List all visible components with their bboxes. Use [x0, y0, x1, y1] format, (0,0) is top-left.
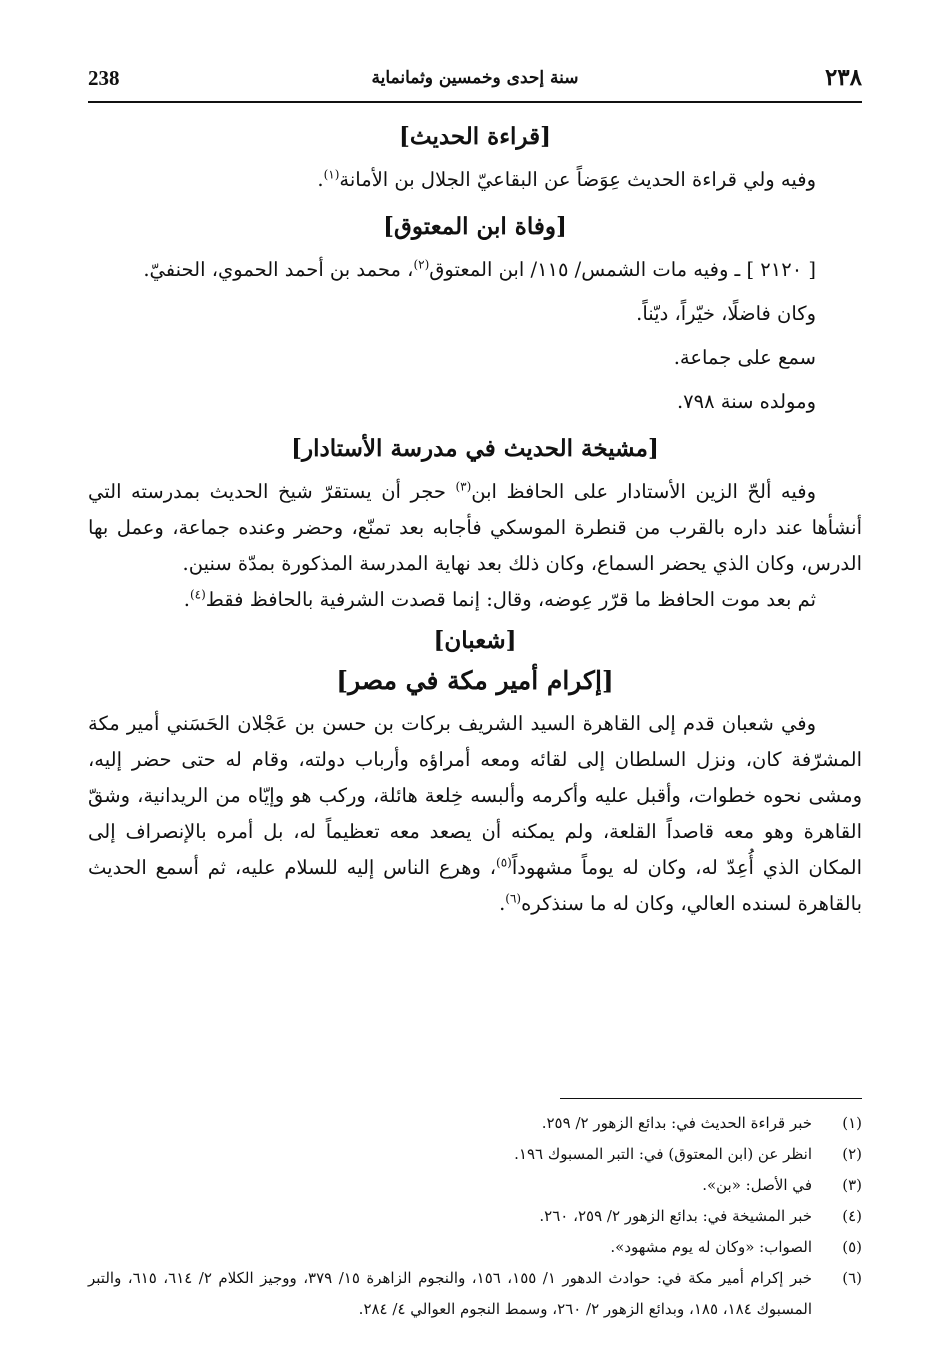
page-header [88, 64, 862, 100]
footnote-ref-2[interactable]: (٢) [413, 257, 430, 272]
footnote-number: (٥) [842, 1238, 862, 1256]
footnotes [88, 1108, 862, 1325]
footnote-number: (١) [842, 1114, 862, 1132]
footnote-separator [560, 1098, 862, 1099]
main-text [88, 122, 862, 922]
paragraph-birth: ومولده سنة ٧٩٨. [676, 390, 816, 413]
paragraph-mashyakha-2: ثم بعد موت الحافظ ما قرّر عِوضه، وقال: إنما قصدت الشرفية بالحافظ فقط$^{(٤)}$. [183, 587, 816, 611]
paragraph-hadith-reading: وفيه ولي قراءة الحديث عِوَضاً عن البقاعيّ الجلال بن الأمانة$^{(١)}$. [317, 167, 816, 191]
footnote-item [88, 1108, 862, 1139]
heading-hadith-reading: [قراءة الحديث] [398, 123, 551, 150]
footnote-number: (٤) [842, 1207, 862, 1225]
footnote-item [88, 1232, 862, 1263]
footnote-item [88, 1170, 862, 1201]
footnote-ref-3[interactable]: (٣) [455, 479, 472, 494]
footnote-number: (٢) [842, 1145, 862, 1163]
paragraph-honoring-mecca-emir: وفي شعبان قدم إلى القاهرة السيد الشريف بركات بن حسن بن عَجْلان الحَسَني أمير مكة المشرّفة كان، ونزل السلطان إلى لقائه ومعه أمراؤه وأرباب دولته، وقام له حتى حضر إليه، ومشى نحوه خطوات، وأقبل عليه وأكرمه وألبسه خِلعة هائلة، وركب هو وإيّاه من الريدانية، وشقّ القاهرة وهو معه قاصداً القلعة، ولم يمكنه أن يصعد معه تعظيماً له، بل أمره بالإنصراف إلى المكان الذي أُعِدّ له، وكان له يوماً مشهوداً$^{(٥)}$، وهرع الناس إليه للسلام عليه، ثم أسمع الحديث بالقاهرة لسنده العالي، وكان له ما سنذكره$^{(٦)}$. [88, 712, 862, 915]
heading-shaban: [شعبان] [433, 627, 517, 654]
header-rule [88, 101, 862, 103]
footnote-item [88, 1139, 862, 1170]
paragraph-virtue: وكان فاضلًا، خيّراً، ديّناً. [636, 302, 816, 325]
footnote-ref-5[interactable]: (٥) [496, 855, 512, 870]
footnote-text: في الأصل: «بن». [702, 1176, 812, 1194]
heading-mashyakha: [مشيخة الحديث في مدرسة الأستادار] [291, 435, 659, 462]
footnote-item [88, 1201, 862, 1232]
paragraph-entry-2120: [ ٢١٢٠ ] ـ وفيه مات الشمس/ ١١٥/ ابن المعتوق$^{(٢)}$، محمد بن أحمد الحموي، الحنفيّ. [143, 257, 816, 281]
footnote-item [88, 1263, 862, 1325]
footnote-text: خبر المشيخة في: بدائع الزهور ٢/ ٢٥٩، ٢٦٠. [539, 1207, 812, 1225]
footnote-ref-1[interactable]: (١) [323, 167, 340, 182]
footnote-text: انظر عن (ابن المعتوق) في: التبر المسبوك ١٩٦. [514, 1145, 812, 1163]
heading-honoring-mecca-emir: [إكرام أمير مكة في مصر] [336, 666, 614, 695]
page-number-arabic: ٢٣٨ [824, 64, 862, 91]
running-title: سنة إحدى وخمسين وثمانماية [371, 68, 579, 88]
paragraph-sama: سمع على جماعة. [673, 346, 816, 369]
footnote-text: خبر قراءة الحديث في: بدائع الزهور ٢/ ٢٥٩. [541, 1114, 812, 1132]
footnote-ref-4[interactable]: (٤) [189, 587, 206, 602]
footnote-ref-6[interactable]: (٦) [505, 891, 522, 906]
footnote-text: الصواب: «وكان له يوم مشهود». [610, 1238, 812, 1256]
footnote-text: خبر إكرام أمير مكة في: حوادث الدهور ١/ ١٥٥، ١٥٦، والنجوم الزاهرة ١٥/ ٣٧٩، ووجيز الكلام ٢/ ٦١٤، ٦١٥، والتبر المسبوك ١٨٤، ١٨٥، وبدائع الزهور ٢/ ٢٦٠، وسمط النجوم العوالي ٤/ ٢٨٤. [88, 1269, 813, 1318]
heading-death-ibn-almatuq: [وفاة ابن المعتوق] [383, 213, 567, 240]
footnote-number: (٣) [842, 1176, 862, 1194]
footnote-number: (٦) [842, 1269, 862, 1287]
paragraph-mashyakha-1: وفيه ألحّ الزين الأستادار على الحافظ ابن$^{(٣)}$ حجر أن يستقرّ شيخ الحديث بمدرسته التي أنشأها عند داره بالقرب من قنطرة الموسكي فأجابه بعد تمنّع، وحضر وعنده جماعة، وعمل بها الدرس، وكان الذي يحضر السماع، وكان ذلك بعد نهاية المدرسة المذكورة بمدّة سنين. [88, 479, 862, 575]
page-number-latin: 238 [88, 66, 120, 90]
